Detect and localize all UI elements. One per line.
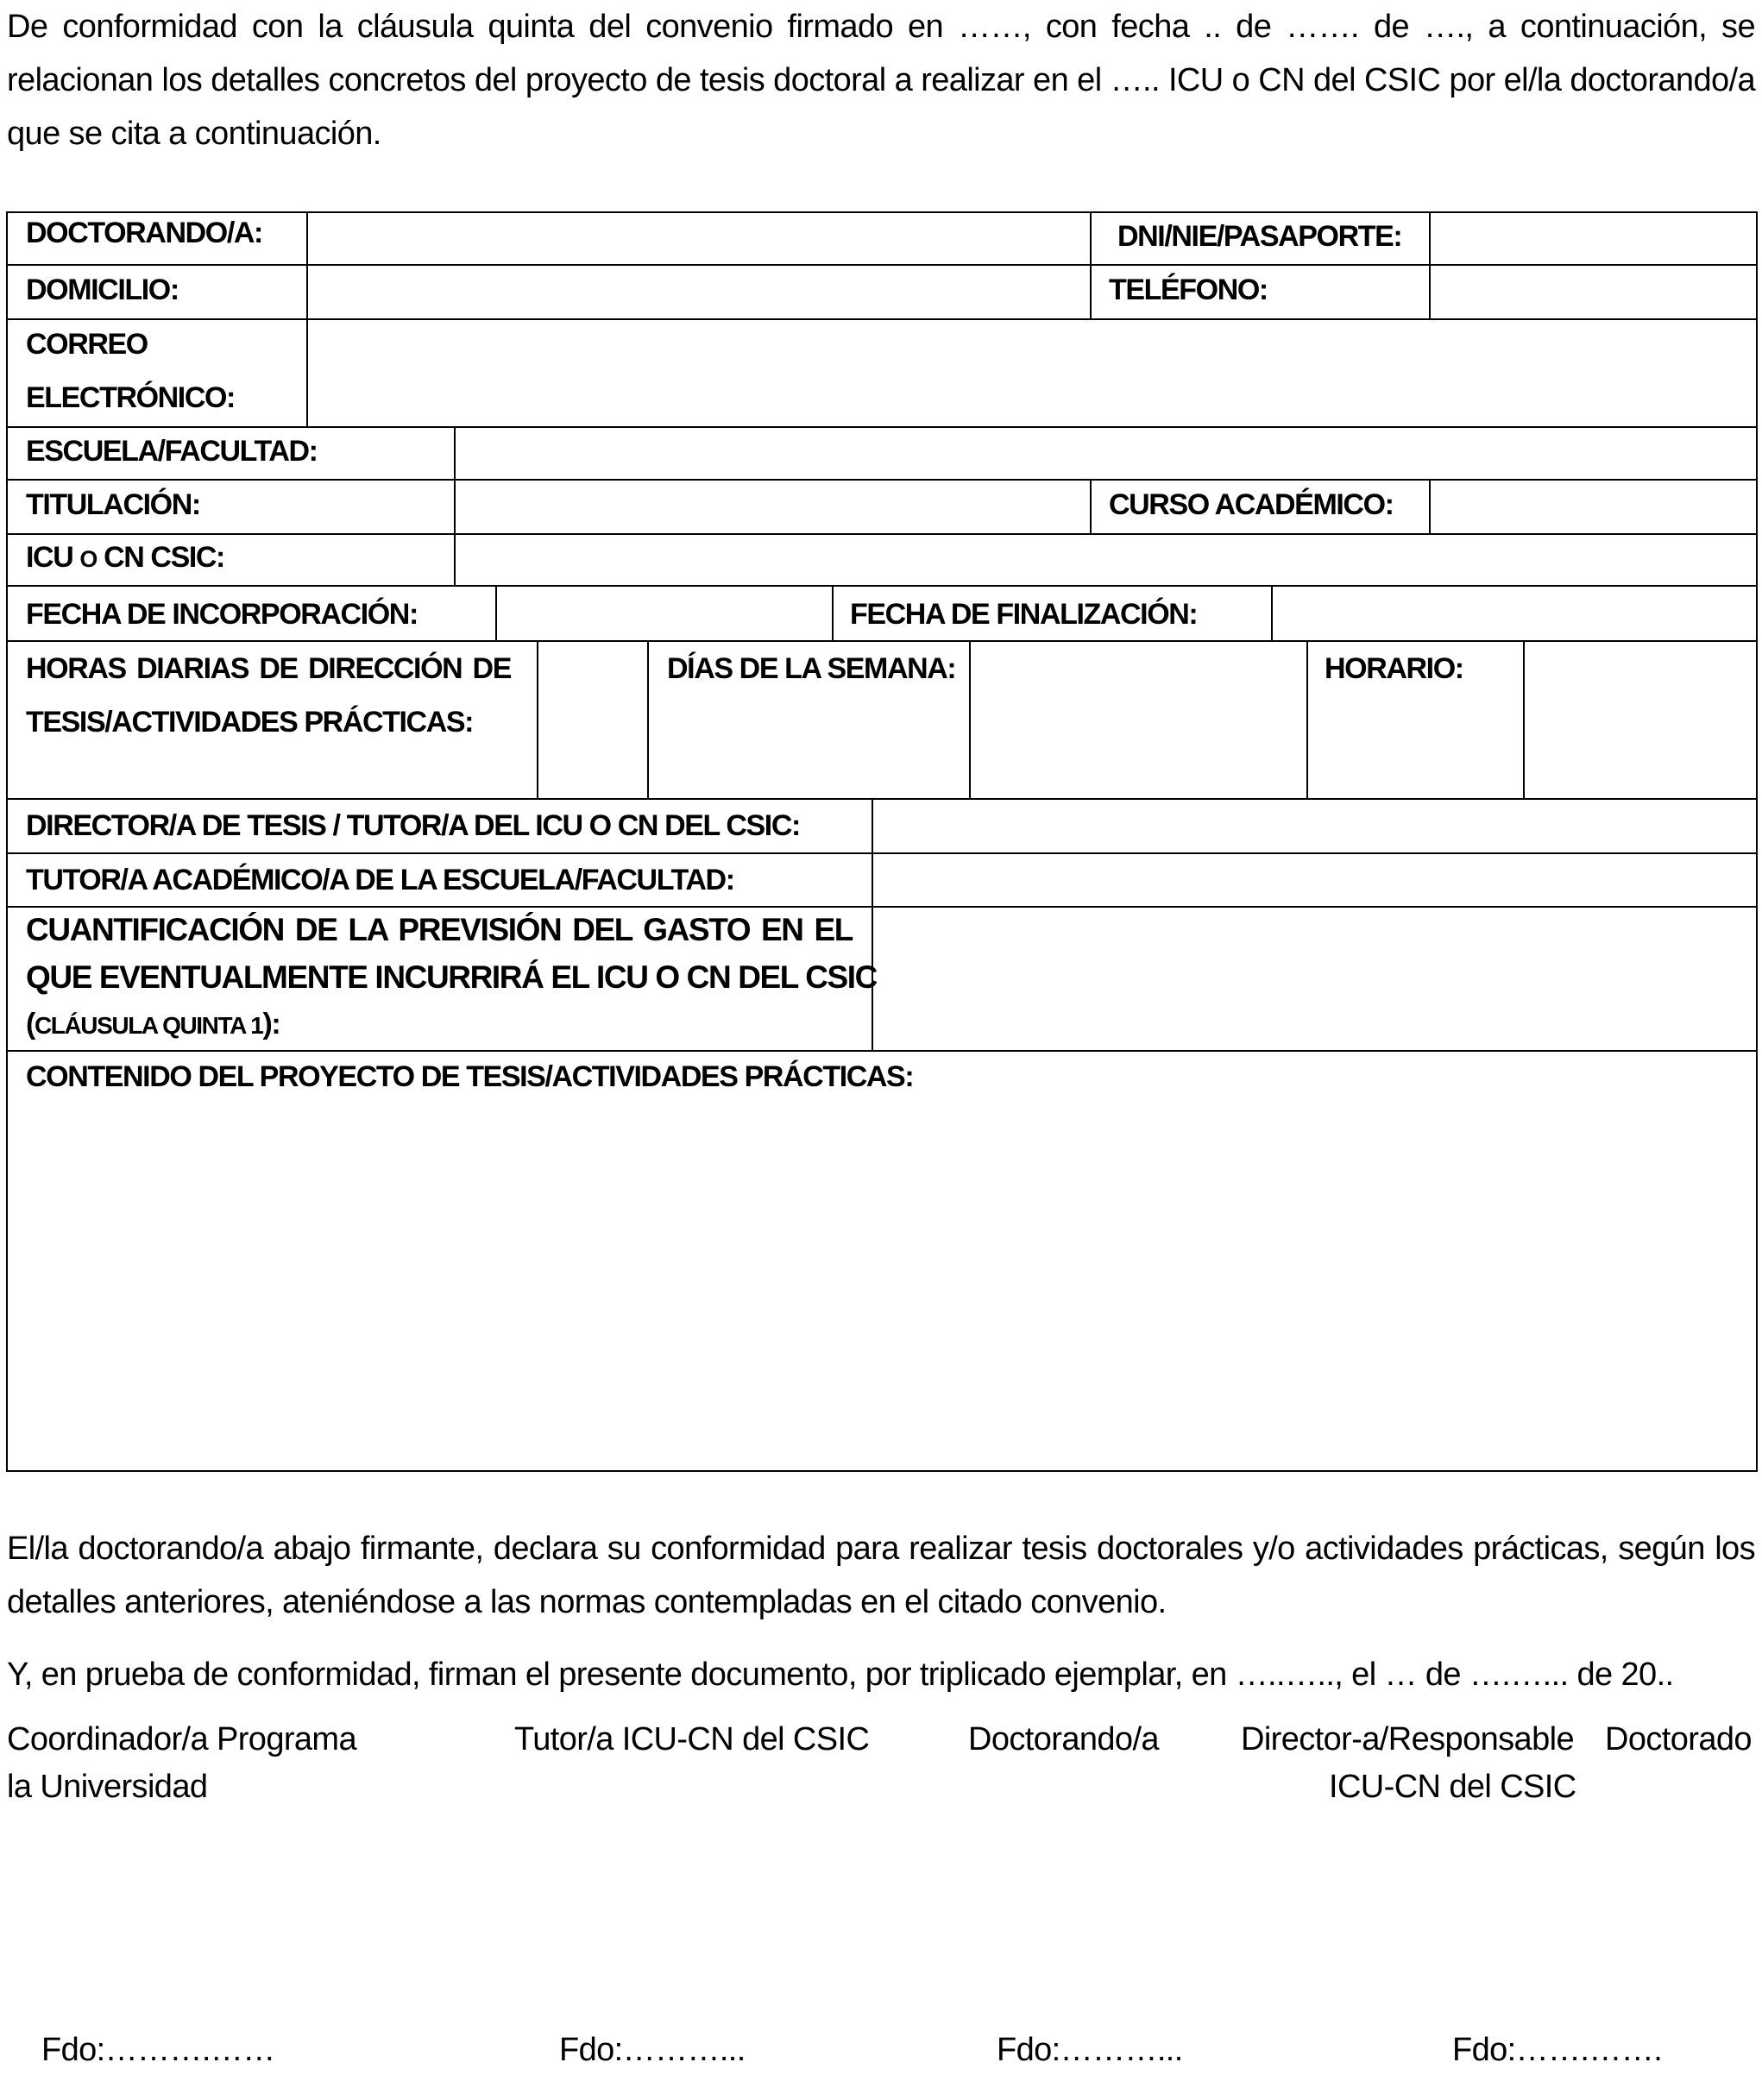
dni-field[interactable] <box>1429 211 1758 266</box>
horas-label-line2: TESIS/ACTIVIDADES PRÁCTICAS: <box>26 706 474 739</box>
fdo-tutor[interactable]: Fdo:………... <box>559 2032 746 2068</box>
director-title-line1: Director-a/Responsable <box>1241 1721 1574 1757</box>
director-label: DIRECTOR/A DE TESIS / TUTOR/A DEL ICU O CN DEL CSIC: <box>26 809 800 842</box>
fdo-doctorando[interactable]: Fdo:………... <box>997 2032 1183 2068</box>
fdo-director[interactable]: Fdo:…….……. <box>1452 2032 1663 2068</box>
doctorando-signatory-title: Doctorando/a <box>968 1721 1159 1757</box>
domicilio-label: DOMICILIO: <box>26 274 179 306</box>
correo-label-line1: CORREO <box>26 328 148 361</box>
horario-label: HORARIO: <box>1325 652 1463 685</box>
curso-field[interactable] <box>1429 479 1758 535</box>
cuantificacion-field[interactable] <box>872 906 1758 1052</box>
coordinador-title-line2: la Universidad <box>7 1769 208 1805</box>
cuantificacion-label-line3 <box>26 1008 280 1041</box>
icu-label <box>26 541 224 575</box>
horas-field[interactable] <box>537 640 649 800</box>
curso-label: CURSO ACADÉMICO: <box>1109 488 1394 521</box>
dias-label: DÍAS DE LA SEMANA: <box>667 652 956 685</box>
dni-label: DNI/NIE/PASAPORTE: <box>1117 220 1402 253</box>
doctorando-field[interactable] <box>306 211 1092 266</box>
cuantificacion-clause: CLÁUSULA QUINTA 1 <box>34 1012 263 1039</box>
doctorado-title: Doctorado <box>1605 1721 1752 1757</box>
cuantificacion-label-line1: CUANTIFICACIÓN DE LA PREVISIÓN DEL GASTO EN EL <box>26 912 853 947</box>
fecha-incorporacion-label: FECHA DE INCORPORACIÓN: <box>26 598 418 631</box>
dias-field[interactable] <box>969 640 1308 800</box>
telefono-label: TELÉFONO: <box>1109 274 1268 306</box>
cuantificacion-label-line2: QUE EVENTUALMENTE INCURRIRÁ EL ICU O CN DEL CSIC <box>26 959 877 995</box>
icu-field[interactable] <box>454 533 1758 587</box>
tutor-signatory-title: Tutor/a ICU-CN del CSIC <box>514 1721 870 1757</box>
titulacion-label: TITULACIÓN: <box>26 488 200 521</box>
icu-label-o: O <box>79 546 98 572</box>
domicilio-field[interactable] <box>306 264 1092 320</box>
fdo-coordinador[interactable]: Fdo:……….…… <box>41 2032 275 2068</box>
correo-label-line2: ELECTRÓNICO: <box>26 381 235 414</box>
declaracion-paragraph: El/la doctorando/a abajo firmante, declara su conformidad para realizar tesis doctorales y/o actividades prácticas, según los detalles anteriores, ateniéndose a las normas contempladas en el citado convenio. <box>7 1531 1755 1620</box>
coordinador-title-line1: Coordinador/a Programa <box>7 1721 357 1757</box>
contenido-field[interactable] <box>6 1050 1758 1472</box>
icu-label-a: ICU <box>26 541 73 574</box>
director-field[interactable] <box>872 798 1758 854</box>
contenido-label: CONTENIDO DEL PROYECTO DE TESIS/ACTIVIDADES PRÁCTICAS: <box>26 1060 914 1093</box>
correo-field[interactable] <box>306 318 1758 428</box>
horario-field[interactable] <box>1523 640 1758 800</box>
fecha-inc-field[interactable] <box>495 585 834 642</box>
escuela-label: ESCUELA/FACULTAD: <box>26 435 318 468</box>
intro-paragraph: De conformidad con la cláusula quinta del convenio firmado en ……, con fecha .. de ……. de …., a continuación, se relacionan los detalles concretos del proyecto de tesis doctoral a realizar en el ….. ICU o CN del CSIC por el/la doctorando/a que se cita a continuación. <box>7 9 1755 152</box>
doctorando-label: DOCTORANDO/A: <box>26 217 262 249</box>
tutor-label: TUTOR/A ACADÉMICO/A DE LA ESCUELA/FACULTAD: <box>26 864 734 896</box>
cuantificacion-paren-open: ( <box>26 1008 35 1041</box>
fecha-finalizacion-label: FECHA DE FINALIZACIÓN: <box>850 598 1198 631</box>
fecha-fin-field[interactable] <box>1271 585 1758 642</box>
titulacion-field[interactable] <box>454 479 1092 535</box>
escuela-field[interactable] <box>454 426 1758 481</box>
director-title-line2: ICU-CN del CSIC <box>1329 1769 1576 1805</box>
horas-label-line1: HORAS DIARIAS DE DIRECCIÓN DE <box>26 652 511 685</box>
prueba-paragraph: Y, en prueba de conformidad, firman el presente documento, por triplicado ejemplar, en …..….., el … de ….…... de 20.. <box>7 1657 1674 1693</box>
tutor-field[interactable] <box>872 852 1758 908</box>
telefono-field[interactable] <box>1429 264 1758 320</box>
icu-label-c: CN CSIC: <box>104 541 224 574</box>
cuantificacion-paren-close: ): <box>262 1008 280 1041</box>
